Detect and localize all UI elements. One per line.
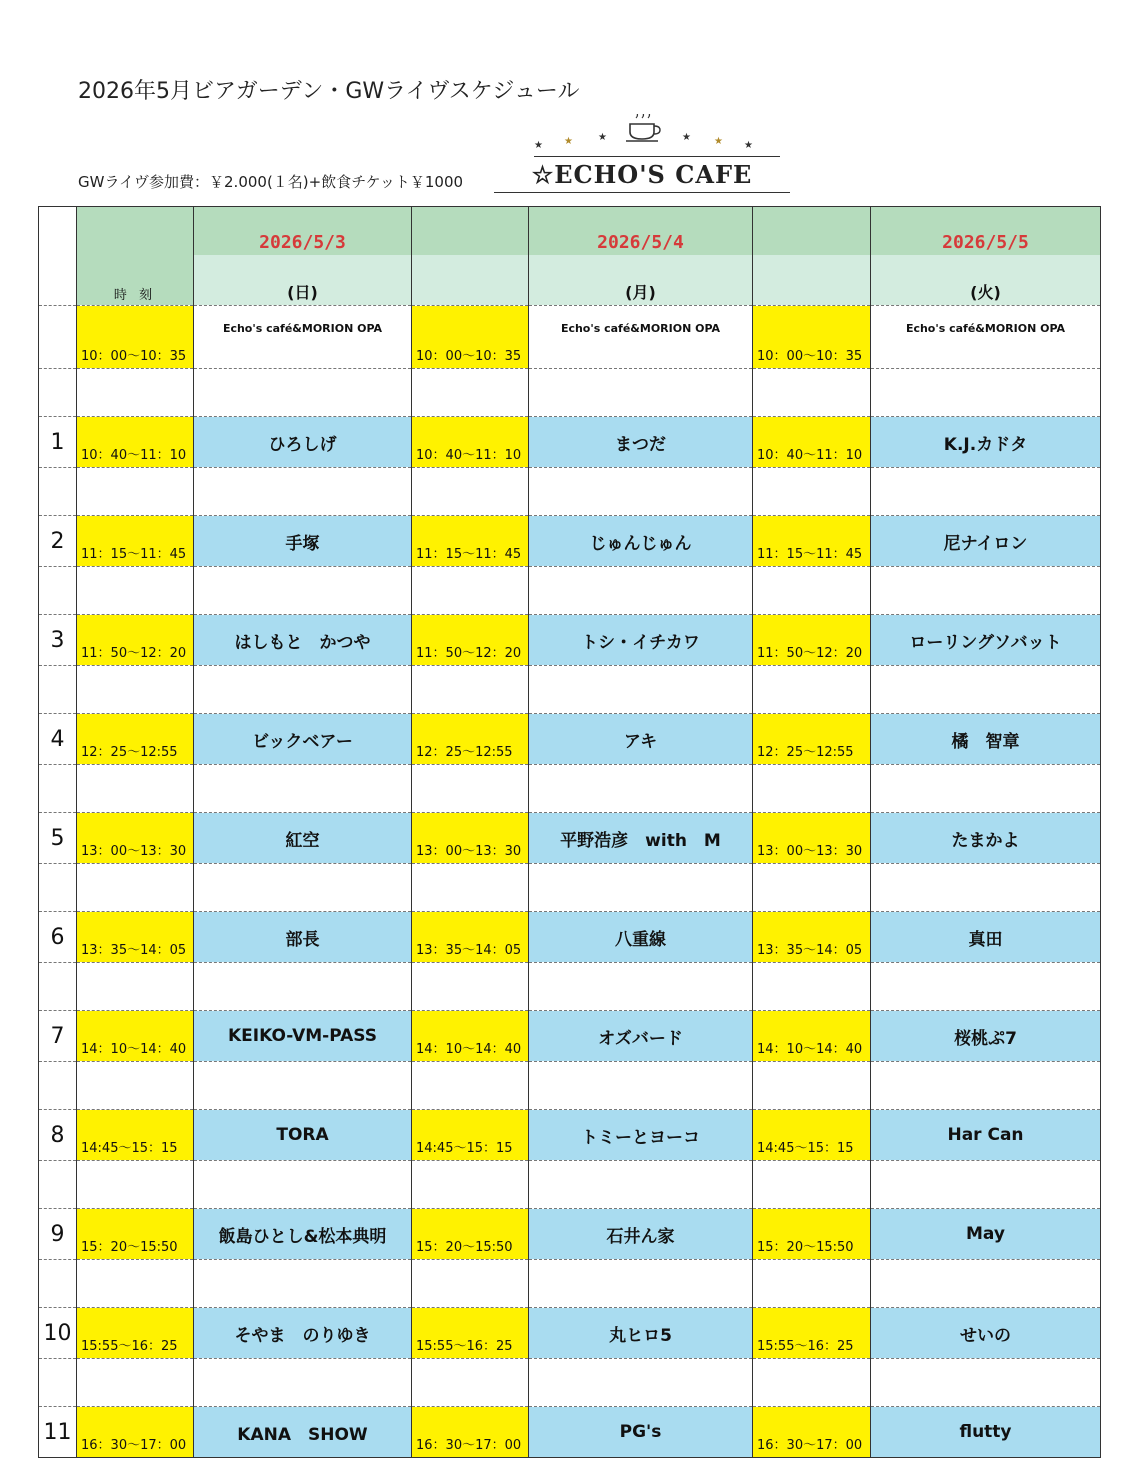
weekday-header: (火) <box>871 255 1101 306</box>
time-cell: 13：00～13：30 <box>77 813 194 864</box>
spacer-cell <box>871 567 1101 615</box>
spacer-cell <box>77 864 194 912</box>
performer-cell: 飯島ひとし&松本典明 <box>194 1209 412 1260</box>
slot-number <box>39 306 77 369</box>
slot-number: 5 <box>39 813 77 864</box>
spacer-cell <box>529 765 753 813</box>
spacer-cell <box>871 1359 1101 1407</box>
spacer-cell <box>753 1260 871 1308</box>
slot-row <box>39 1110 1101 1161</box>
spacer-row <box>39 1161 1101 1209</box>
schedule-table <box>38 206 1101 1458</box>
time-cell: 11：15～11：45 <box>77 516 194 567</box>
spacer-cell <box>412 666 529 714</box>
slot-row <box>39 1209 1101 1260</box>
logo-rule <box>494 192 790 193</box>
time-cell: 13：35～14：05 <box>77 912 194 963</box>
spacer-cell <box>77 666 194 714</box>
performer-cell: 石井ん家 <box>529 1209 753 1260</box>
time-header: 時 刻 <box>77 207 194 306</box>
time-cell: 11：50～12：20 <box>753 615 871 666</box>
performer-cell: 部長 <box>194 912 412 963</box>
time-cell: 16：30～17：00 <box>412 1407 529 1458</box>
time-cell: 15：20～15:50 <box>77 1209 194 1260</box>
header-spacer <box>412 207 529 256</box>
spacer-row <box>39 666 1101 714</box>
weekday-row <box>39 255 1101 306</box>
spacer-cell <box>412 1359 529 1407</box>
date-header: 2026/5/3 <box>194 207 412 256</box>
spacer-cell <box>753 963 871 1011</box>
star-icon: ★ <box>564 136 573 147</box>
spacer-cell <box>753 864 871 912</box>
star-icon: ★ <box>534 140 543 151</box>
spacer-cell <box>871 468 1101 516</box>
time-cell: 11：50～12：20 <box>412 615 529 666</box>
star-icon: ★ <box>714 136 723 147</box>
performer-cell: せいの <box>871 1308 1101 1359</box>
performer-cell: 橘 智章 <box>871 714 1101 765</box>
time-cell: 12：25～12:55 <box>77 714 194 765</box>
spacer-cell <box>871 765 1101 813</box>
spacer-cell <box>412 369 529 417</box>
spacer-cell <box>194 666 412 714</box>
time-cell: 10：40～11：10 <box>412 417 529 468</box>
time-cell: 15:55～16：25 <box>412 1308 529 1359</box>
spacer-cell <box>871 666 1101 714</box>
slot-row <box>39 714 1101 765</box>
time-cell: 13：00～13：30 <box>753 813 871 864</box>
spacer-cell <box>77 1062 194 1110</box>
star-icon: ★ <box>598 132 607 143</box>
spacer-row <box>39 1359 1101 1407</box>
spacer-cell <box>753 666 871 714</box>
slot-row <box>39 417 1101 468</box>
spacer-cell <box>529 864 753 912</box>
spacer-cell <box>529 1161 753 1209</box>
performer-cell: K.J.カドタ <box>871 417 1101 468</box>
spacer-cell <box>77 1260 194 1308</box>
spacer-cell <box>77 765 194 813</box>
performer-cell: 真田 <box>871 912 1101 963</box>
performer-cell: アキ <box>529 714 753 765</box>
performer-cell: はしもと かつや <box>194 615 412 666</box>
slot-number: 7 <box>39 1011 77 1062</box>
spacer-cell <box>529 567 753 615</box>
spacer-cell <box>194 765 412 813</box>
spacer-cell <box>871 963 1101 1011</box>
time-cell: 13：35～14：05 <box>412 912 529 963</box>
date-header: 2026/5/5 <box>871 207 1101 256</box>
time-cell: 13：00～13：30 <box>412 813 529 864</box>
weekday-header: (日) <box>194 255 412 306</box>
performer-cell: 尼ナイロン <box>871 516 1101 567</box>
logo-rule <box>534 156 780 157</box>
performer-cell: May <box>871 1209 1101 1260</box>
performer-cell: KEIKO-VM-PASS <box>194 1011 412 1062</box>
slot-row <box>39 813 1101 864</box>
spacer-cell <box>753 1359 871 1407</box>
performer-cell: ひろしげ <box>194 417 412 468</box>
slot-row <box>39 1407 1101 1458</box>
performer-cell: オズバード <box>529 1011 753 1062</box>
spacer-cell <box>39 1161 77 1209</box>
performer-cell: トミーとヨーコ <box>529 1110 753 1161</box>
slot-number: 10 <box>39 1308 77 1359</box>
time-cell: 10：00～10：35 <box>753 306 871 369</box>
header-spacer <box>753 207 871 256</box>
spacer-cell <box>871 1161 1101 1209</box>
spacer-row <box>39 1260 1101 1308</box>
spacer-cell <box>412 765 529 813</box>
slot-number: 8 <box>39 1110 77 1161</box>
slot-number: 4 <box>39 714 77 765</box>
performer-cell: PG's <box>529 1407 753 1458</box>
spacer-cell <box>39 864 77 912</box>
time-cell: 14:45～15：15 <box>753 1110 871 1161</box>
spacer-cell <box>753 567 871 615</box>
performer-cell: Echo's café&MORION OPA <box>194 306 412 369</box>
time-cell: 15：20～15:50 <box>753 1209 871 1260</box>
time-cell: 14：10～14：40 <box>753 1011 871 1062</box>
date-header: 2026/5/4 <box>529 207 753 256</box>
spacer-cell <box>529 1062 753 1110</box>
performer-cell: たまかよ <box>871 813 1101 864</box>
spacer-cell <box>529 369 753 417</box>
spacer-cell <box>753 369 871 417</box>
spacer-cell <box>77 963 194 1011</box>
spacer-cell <box>871 1260 1101 1308</box>
header-row <box>39 207 1101 256</box>
spacer-cell <box>77 1161 194 1209</box>
fee-info: GWライヴ参加費：￥2.000(１名)+飲食チケット￥1000 <box>78 173 464 191</box>
time-cell: 10：40～11：10 <box>753 417 871 468</box>
time-cell: 12：25～12:55 <box>753 714 871 765</box>
spacer-row <box>39 1062 1101 1110</box>
performer-cell: Har Can <box>871 1110 1101 1161</box>
time-cell: 13：35～14：05 <box>753 912 871 963</box>
spacer-cell <box>412 1161 529 1209</box>
performer-cell: 八重線 <box>529 912 753 963</box>
spacer-cell <box>529 468 753 516</box>
performer-cell: flutty <box>871 1407 1101 1458</box>
performer-cell: トシ・イチカワ <box>529 615 753 666</box>
spacer-cell <box>412 864 529 912</box>
header-spacer <box>412 255 529 306</box>
time-cell: 15:55～16：25 <box>753 1308 871 1359</box>
spacer-row <box>39 864 1101 912</box>
spacer-cell <box>39 1062 77 1110</box>
spacer-cell <box>194 963 412 1011</box>
time-cell: 15：20～15:50 <box>412 1209 529 1260</box>
spacer-cell <box>871 369 1101 417</box>
spacer-cell <box>39 963 77 1011</box>
slot-row <box>39 615 1101 666</box>
slot-row <box>39 1011 1101 1062</box>
spacer-cell <box>77 468 194 516</box>
spacer-cell <box>39 666 77 714</box>
spacer-cell <box>39 468 77 516</box>
echos-cafe-logo <box>494 114 790 198</box>
performer-cell: Echo's café&MORION OPA <box>871 306 1101 369</box>
spacer-cell <box>39 369 77 417</box>
spacer-row <box>39 765 1101 813</box>
performer-cell: KANA SHOW <box>194 1407 412 1458</box>
spacer-cell <box>412 1260 529 1308</box>
corner-cell <box>39 207 77 306</box>
spacer-cell <box>77 567 194 615</box>
logo-text: ☆ECHO'S CAFE <box>531 160 753 189</box>
coffee-cup-icon <box>622 114 662 146</box>
time-cell: 10：00～10：35 <box>77 306 194 369</box>
performer-cell: 紅空 <box>194 813 412 864</box>
slot-row <box>39 1308 1101 1359</box>
spacer-cell <box>194 1062 412 1110</box>
performer-cell: まつだ <box>529 417 753 468</box>
spacer-cell <box>39 1260 77 1308</box>
spacer-cell <box>529 1260 753 1308</box>
spacer-row <box>39 963 1101 1011</box>
slot-row <box>39 912 1101 963</box>
spacer-cell <box>77 1359 194 1407</box>
spacer-cell <box>194 1359 412 1407</box>
spacer-cell <box>871 864 1101 912</box>
time-cell: 11：15～11：45 <box>412 516 529 567</box>
time-cell: 14:45～15：15 <box>412 1110 529 1161</box>
slot-number: 2 <box>39 516 77 567</box>
spacer-cell <box>529 666 753 714</box>
performer-cell: 桜桃ぷ7 <box>871 1011 1101 1062</box>
spacer-cell <box>753 1161 871 1209</box>
star-icon: ★ <box>744 140 753 151</box>
spacer-cell <box>194 468 412 516</box>
slot-number: 9 <box>39 1209 77 1260</box>
performer-cell: じゅんじゅん <box>529 516 753 567</box>
spacer-cell <box>39 1359 77 1407</box>
star-icon: ★ <box>682 132 691 143</box>
spacer-cell <box>529 963 753 1011</box>
performer-cell: ビックベアー <box>194 714 412 765</box>
performer-cell: そやま のりゆき <box>194 1308 412 1359</box>
slot-number: 3 <box>39 615 77 666</box>
spacer-cell <box>753 468 871 516</box>
spacer-cell <box>871 1062 1101 1110</box>
opening-row <box>39 306 1101 369</box>
slot-number: 1 <box>39 417 77 468</box>
time-cell: 10：00～10：35 <box>412 306 529 369</box>
performer-cell: TORA <box>194 1110 412 1161</box>
time-cell: 15:55～16：25 <box>77 1308 194 1359</box>
performer-cell: Echo's café&MORION OPA <box>529 306 753 369</box>
spacer-cell <box>194 864 412 912</box>
spacer-row <box>39 567 1101 615</box>
page-title: 2026年5月ビアガーデン・GWライヴスケジュール <box>78 79 580 104</box>
time-cell: 14：10～14：40 <box>77 1011 194 1062</box>
spacer-row <box>39 369 1101 417</box>
spacer-cell <box>412 1062 529 1110</box>
time-cell: 11：50～12：20 <box>77 615 194 666</box>
slot-number: 6 <box>39 912 77 963</box>
spacer-cell <box>412 468 529 516</box>
spacer-cell <box>753 765 871 813</box>
spacer-cell <box>194 567 412 615</box>
time-cell: 14：10～14：40 <box>412 1011 529 1062</box>
spacer-row <box>39 468 1101 516</box>
spacer-cell <box>39 765 77 813</box>
spacer-cell <box>77 369 194 417</box>
spacer-cell <box>194 1161 412 1209</box>
performer-cell: 手塚 <box>194 516 412 567</box>
time-cell: 11：15～11：45 <box>753 516 871 567</box>
performer-cell: 平野浩彦 with M <box>529 813 753 864</box>
time-cell: 16：30～17：00 <box>77 1407 194 1458</box>
slot-row <box>39 516 1101 567</box>
spacer-cell <box>39 567 77 615</box>
time-cell: 12：25～12:55 <box>412 714 529 765</box>
spacer-cell <box>194 369 412 417</box>
spacer-cell <box>529 1359 753 1407</box>
spacer-cell <box>412 963 529 1011</box>
header-spacer <box>753 255 871 306</box>
slot-number: 11 <box>39 1407 77 1458</box>
time-cell: 10：40～11：10 <box>77 417 194 468</box>
spacer-cell <box>412 567 529 615</box>
spacer-cell <box>753 1062 871 1110</box>
spacer-cell <box>194 1260 412 1308</box>
weekday-header: (月) <box>529 255 753 306</box>
performer-cell: 丸ヒロ5 <box>529 1308 753 1359</box>
time-cell: 16：30～17：00 <box>753 1407 871 1458</box>
performer-cell: ローリングソバット <box>871 615 1101 666</box>
time-cell: 14:45～15：15 <box>77 1110 194 1161</box>
